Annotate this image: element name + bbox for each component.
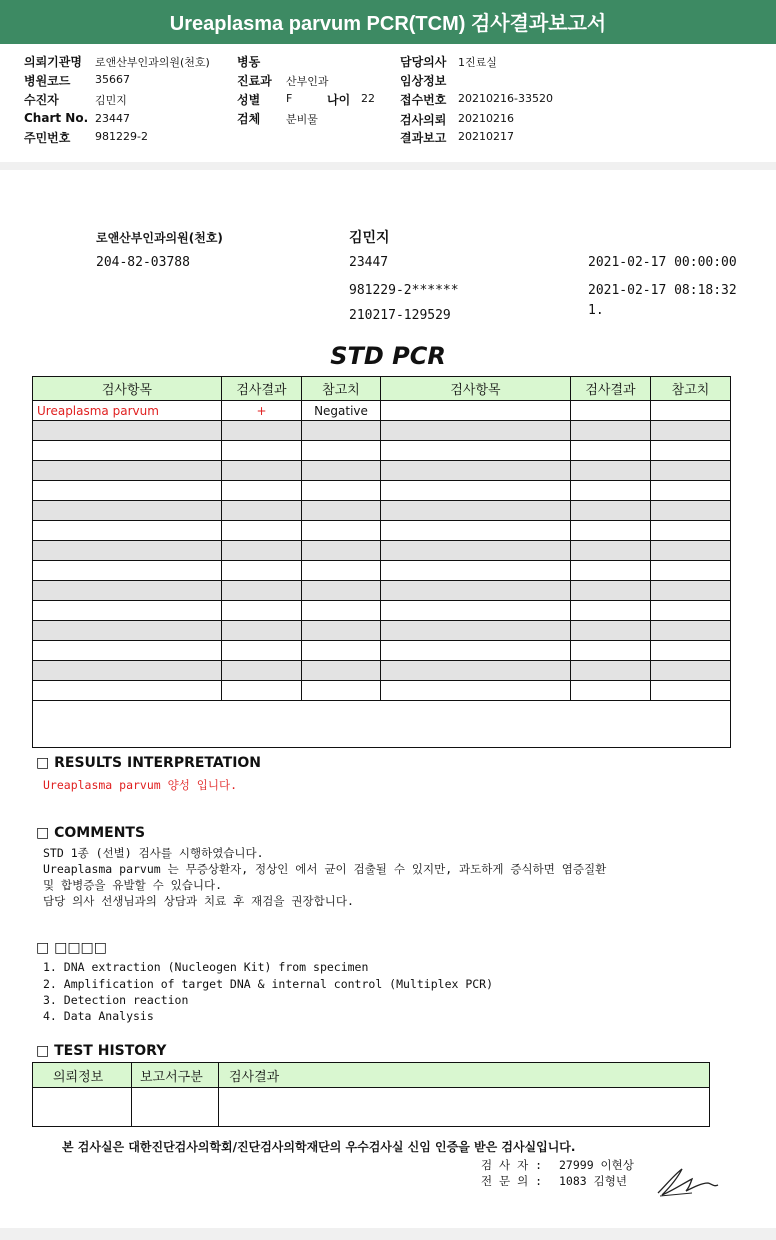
table-cell <box>381 401 571 421</box>
header-label: 의뢰기관명 <box>24 55 82 69</box>
table-cell <box>381 681 571 701</box>
table-cell <box>571 681 651 701</box>
table-cell <box>571 501 651 521</box>
table-cell <box>651 521 731 541</box>
table-cell <box>302 541 381 561</box>
section-title: STD PCR <box>330 342 446 370</box>
table-cell <box>381 441 571 461</box>
history-col-header: 보고서구분 <box>132 1063 219 1088</box>
method-line: 1. DNA extraction (Nucleogen Kit) from specimen <box>43 960 369 974</box>
header-label: 진료과 <box>237 74 272 88</box>
table-cell <box>33 561 222 581</box>
table-cell <box>33 541 222 561</box>
separator-band <box>0 162 776 170</box>
header-label: 주민번호 <box>24 131 71 145</box>
method-line: 2. Amplification of target DNA & internal control (Multiplex PCR) <box>43 977 494 991</box>
table-cell <box>222 421 302 441</box>
age-value: 22 <box>361 92 375 105</box>
interpretation-text: Ureaplasma parvum 양성 입니다. <box>43 778 238 792</box>
date-collected: 2021-02-17 00:00:00 <box>588 255 737 270</box>
table-row <box>33 521 731 541</box>
col-header: 참고치 <box>651 377 731 401</box>
table-row <box>33 661 731 681</box>
table-row <box>33 621 731 641</box>
table-row <box>33 401 731 421</box>
table-cell <box>302 681 381 701</box>
table-cell <box>302 581 381 601</box>
table-cell <box>571 661 651 681</box>
header-label: 검사의뢰 <box>400 113 447 127</box>
method-line: 4. Data Analysis <box>43 1009 154 1023</box>
interpretation-heading: □ RESULTS INTERPRETATION <box>36 755 262 771</box>
bottom-band <box>0 1228 776 1240</box>
header-value: 20210216-33520 <box>458 92 553 105</box>
table-row <box>33 681 731 701</box>
history-cell <box>33 1088 132 1127</box>
table-cell <box>571 481 651 501</box>
table-cell <box>222 621 302 641</box>
table-cell <box>33 501 222 521</box>
table-cell <box>33 601 222 621</box>
header-label: 병원코드 <box>24 74 71 88</box>
table-cell: + <box>222 401 302 421</box>
table-cell <box>222 501 302 521</box>
table-cell <box>571 541 651 561</box>
table-cell <box>381 641 571 661</box>
table-cell <box>651 441 731 461</box>
table-cell <box>381 541 571 561</box>
table-cell <box>571 461 651 481</box>
certification-text: 본 검사실은 대한진단검사의학회/진단검사의학재단의 우수검사실 신임 인증을 받은 검사실입니다. <box>62 1140 576 1154</box>
table-cell <box>381 621 571 641</box>
tester-label: 검 사 자 : <box>481 1158 543 1172</box>
table-cell <box>571 581 651 601</box>
clinic-name: 로앤산부인과의원(천호) <box>96 231 223 245</box>
table-cell <box>571 521 651 541</box>
header-label: 담당의사 <box>400 55 447 69</box>
table-row <box>33 421 731 441</box>
history-cell <box>219 1088 710 1127</box>
table-cell: Negative <box>302 401 381 421</box>
header-label: 병동 <box>237 55 261 69</box>
header-label: 접수번호 <box>400 93 447 107</box>
header-label: 수진자 <box>24 93 59 107</box>
table-cell <box>222 601 302 621</box>
table-cell <box>571 601 651 621</box>
table-row <box>33 561 731 581</box>
table-cell <box>302 421 381 441</box>
comments-heading: □ COMMENTS <box>36 825 146 841</box>
table-row <box>33 601 731 621</box>
results-table <box>32 376 731 748</box>
table-cell <box>222 521 302 541</box>
table-cell <box>381 601 571 621</box>
patient-name: 김민지 <box>349 230 390 246</box>
table-cell <box>381 501 571 521</box>
table-cell <box>381 461 571 481</box>
table-cell <box>33 421 222 441</box>
table-footer-cell <box>33 701 731 748</box>
table-cell <box>302 441 381 461</box>
table-cell <box>651 661 731 681</box>
table-cell <box>33 661 222 681</box>
history-cell <box>132 1088 219 1127</box>
header-value: 분비물 <box>286 113 318 126</box>
table-cell <box>222 541 302 561</box>
table-cell <box>651 681 731 701</box>
table-cell <box>33 681 222 701</box>
table-cell <box>651 541 731 561</box>
specialist-value: 1083 김형년 <box>559 1174 627 1188</box>
receipt-number: 210217-129529 <box>349 308 451 323</box>
table-cell <box>571 621 651 641</box>
table-cell <box>302 661 381 681</box>
table-cell <box>222 661 302 681</box>
table-cell: Ureaplasma parvum <box>33 401 222 421</box>
history-table <box>32 1062 710 1127</box>
table-cell <box>222 481 302 501</box>
header-value: 로앤산부인과의원(천호) <box>95 56 210 69</box>
patient-chart: 23447 <box>349 255 389 270</box>
table-cell <box>33 461 222 481</box>
table-cell <box>571 401 651 421</box>
table-cell <box>222 461 302 481</box>
table-cell <box>651 401 731 421</box>
header-panel <box>0 44 776 163</box>
table-cell <box>302 621 381 641</box>
table-cell <box>33 481 222 501</box>
table-cell <box>302 601 381 621</box>
table-cell <box>33 581 222 601</box>
history-heading: □ TEST HISTORY <box>36 1043 167 1059</box>
header-value: 산부인과 <box>286 75 329 88</box>
col-header: 참고치 <box>302 377 381 401</box>
col-header: 검사결과 <box>222 377 302 401</box>
table-cell <box>381 481 571 501</box>
table-cell <box>381 421 571 441</box>
report-title: Ureaplasma parvum PCR(TCM) 검사결과보고서 <box>0 0 776 44</box>
table-cell <box>571 641 651 661</box>
header-value: 1진료실 <box>458 56 497 69</box>
history-col-header: 검사결과 <box>219 1063 710 1088</box>
table-row <box>33 461 731 481</box>
table-cell <box>222 441 302 461</box>
table-cell <box>302 561 381 581</box>
table-cell <box>302 461 381 481</box>
table-cell <box>33 441 222 461</box>
table-row <box>33 441 731 461</box>
comment-line: STD 1종 (선별) 검사를 시행하였습니다. <box>43 846 264 860</box>
table-cell <box>651 461 731 481</box>
col-header: 검사항목 <box>33 377 222 401</box>
method-heading: □ □□□□ <box>36 940 108 956</box>
table-cell <box>651 481 731 501</box>
comment-line: 담당 의사 선생님과의 상담과 치료 후 재검을 권장합니다. <box>43 894 354 908</box>
patient-ssn: 981229-2****** <box>349 283 459 298</box>
tester-value: 27999 이현상 <box>559 1158 634 1172</box>
history-col-header: 의뢰정보 <box>33 1063 132 1088</box>
table-cell <box>302 481 381 501</box>
table-cell <box>302 521 381 541</box>
header-label: 결과보고 <box>400 131 447 145</box>
table-row <box>33 541 731 561</box>
table-cell <box>571 561 651 581</box>
table-cell <box>381 561 571 581</box>
header-label: 검체 <box>237 112 261 126</box>
table-row <box>33 501 731 521</box>
header-value: F <box>286 92 293 105</box>
date-suffix: 1. <box>588 303 604 318</box>
clinic-reg-number: 204-82-03788 <box>96 255 190 270</box>
table-cell <box>381 661 571 681</box>
age-label: 나이 <box>327 93 351 107</box>
signature-image <box>652 1163 722 1199</box>
header-value: 20210216 <box>458 112 514 125</box>
table-row <box>33 641 731 661</box>
date-reported: 2021-02-17 08:18:32 <box>588 283 737 298</box>
header-label: Chart No. <box>24 111 89 125</box>
table-cell <box>222 561 302 581</box>
header-value: 20210217 <box>458 130 514 143</box>
table-cell <box>33 521 222 541</box>
table-cell <box>381 521 571 541</box>
table-cell <box>651 641 731 661</box>
table-cell <box>222 681 302 701</box>
table-row <box>33 581 731 601</box>
table-cell <box>381 581 571 601</box>
table-cell <box>651 501 731 521</box>
header-label: 임상정보 <box>400 74 447 88</box>
comment-line: 및 합병증을 유발할 수 있습니다. <box>43 878 223 892</box>
table-cell <box>33 621 222 641</box>
table-row <box>33 481 731 501</box>
table-cell <box>222 641 302 661</box>
table-cell <box>302 641 381 661</box>
table-cell <box>571 441 651 461</box>
method-line: 3. Detection reaction <box>43 993 189 1007</box>
header-value: 981229-2 <box>95 130 148 143</box>
header-value: 23447 <box>95 112 130 125</box>
specialist-label: 전 문 의 : <box>481 1174 543 1188</box>
header-value: 김민지 <box>95 94 127 107</box>
table-cell <box>651 561 731 581</box>
table-cell <box>651 621 731 641</box>
col-header: 검사결과 <box>571 377 651 401</box>
col-header: 검사항목 <box>381 377 571 401</box>
table-cell <box>651 601 731 621</box>
table-cell <box>302 501 381 521</box>
comment-line: Ureaplasma parvum 는 무증상환자, 정상인 에서 균이 검출될 수 있지만, 과도하게 증식하면 염증질환 <box>43 862 607 876</box>
table-cell <box>651 581 731 601</box>
table-cell <box>651 421 731 441</box>
table-cell <box>222 581 302 601</box>
table-cell <box>33 641 222 661</box>
header-value: 35667 <box>95 73 130 86</box>
header-label: 성별 <box>237 93 261 107</box>
table-cell <box>571 421 651 441</box>
